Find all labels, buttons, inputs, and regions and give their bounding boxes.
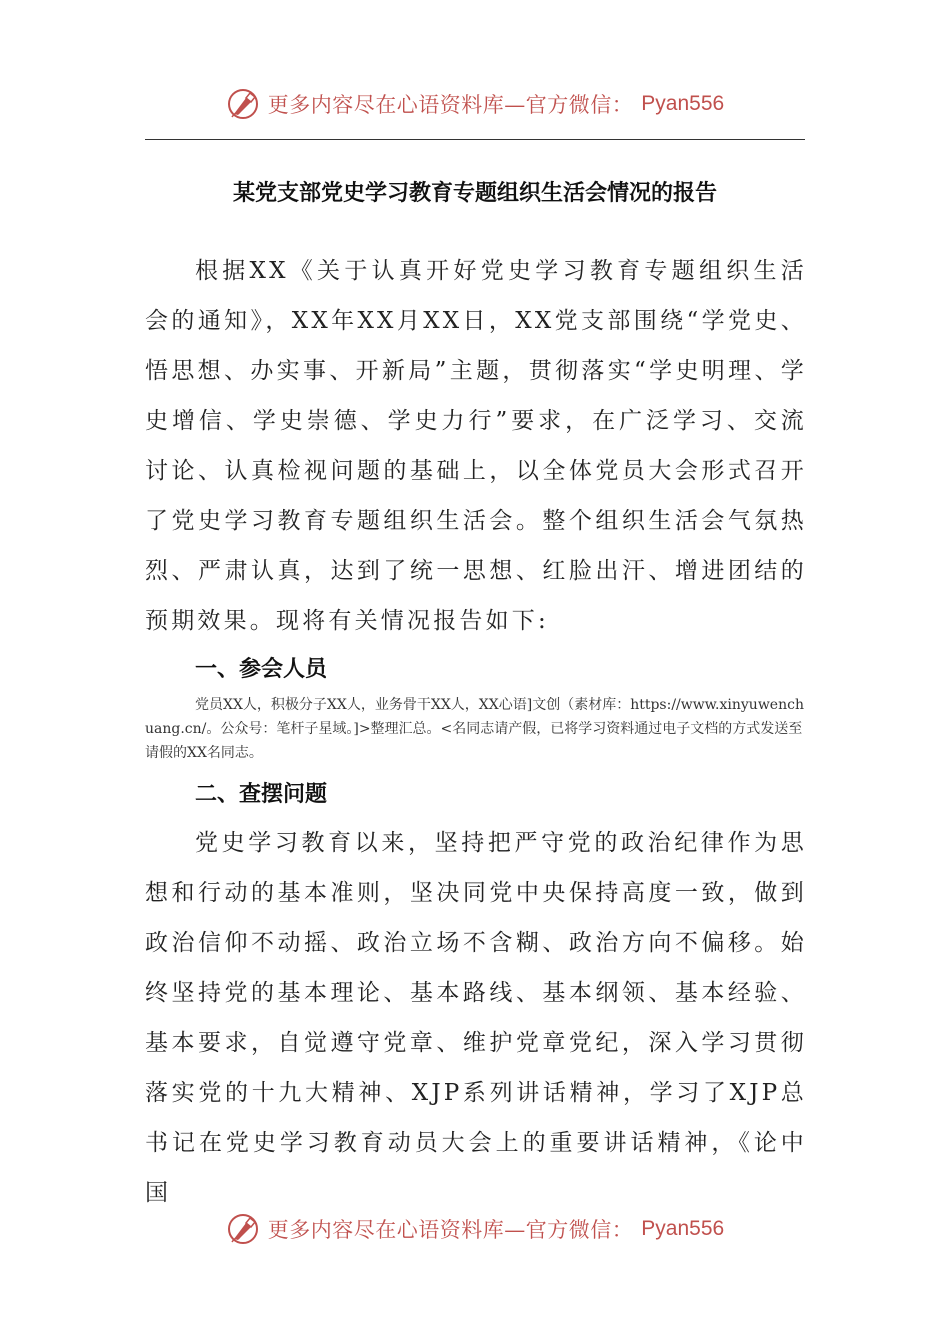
section-heading-attendees: 一、参会人员 — [195, 657, 328, 682]
footer-banner — [0, 1208, 950, 1250]
banner-wechat-handle: Pyan556 — [641, 1217, 725, 1240]
pen-nib-icon — [226, 87, 260, 121]
banner-wechat-handle: Pyan556 — [641, 92, 725, 115]
header-banner — [0, 83, 950, 125]
header-divider — [145, 139, 805, 140]
document-title: 某党支部党史学习教育专题组织生活会情况的报告 — [232, 180, 717, 206]
problems-paragraph: 党史学习教育以来，坚持把严守党的政治纪律作为思想和行动的基本准则，坚决同党中央保持高度一致，做到政治信仰不动摇、政治立场不含糊、政治方向不偏移。始终坚持党的基本理论、基本路线、基本纲领、基本经验、基本要求，自觉遵守党章、维护党章党纪，深入学习贯彻落实党的十九大精神、XJP系列讲话精神，学习了XJP总书记在党史学习教育动员大会上的重要讲话精神，《论中国 — [145, 830, 807, 1206]
attendees-paragraph: 党员XX人，积极分子XX人，业务骨干XX人，XX心语]文创（素材库：https://www.xinyuwenchuang.cn/。公众号：笔杆子星域。]>整理汇总。<名同志请产假，已将学习资料通过电子文档的方式发送至请假的XX名同志。 — [145, 697, 804, 761]
pen-nib-icon — [226, 1212, 260, 1246]
section-heading-problems: 二、查摆问题 — [195, 782, 328, 807]
banner-text: 更多内容尽在心语资料库—官方微信： — [267, 1218, 634, 1242]
intro-paragraph: 根据XX《关于认真开好党史学习教育专题组织生活会的通知》，XX年XX月XX日，XX党支部围绕“学党史、悟思想、办实事、开新局”主题，贯彻落实“学史明理、学史增信、学史崇德、学史力行”要求，在广泛学习、交流讨论、认真检视问题的基础上，以全体党员大会形式召开了党史学习教育专题组织生活会。整个组织生活会气氛热烈、严肃认真，达到了统一思想、红脸出汗、增进团结的预期效果。现将有关情况报告如下: — [145, 258, 807, 634]
banner-text: 更多内容尽在心语资料库—官方微信： — [267, 93, 634, 117]
